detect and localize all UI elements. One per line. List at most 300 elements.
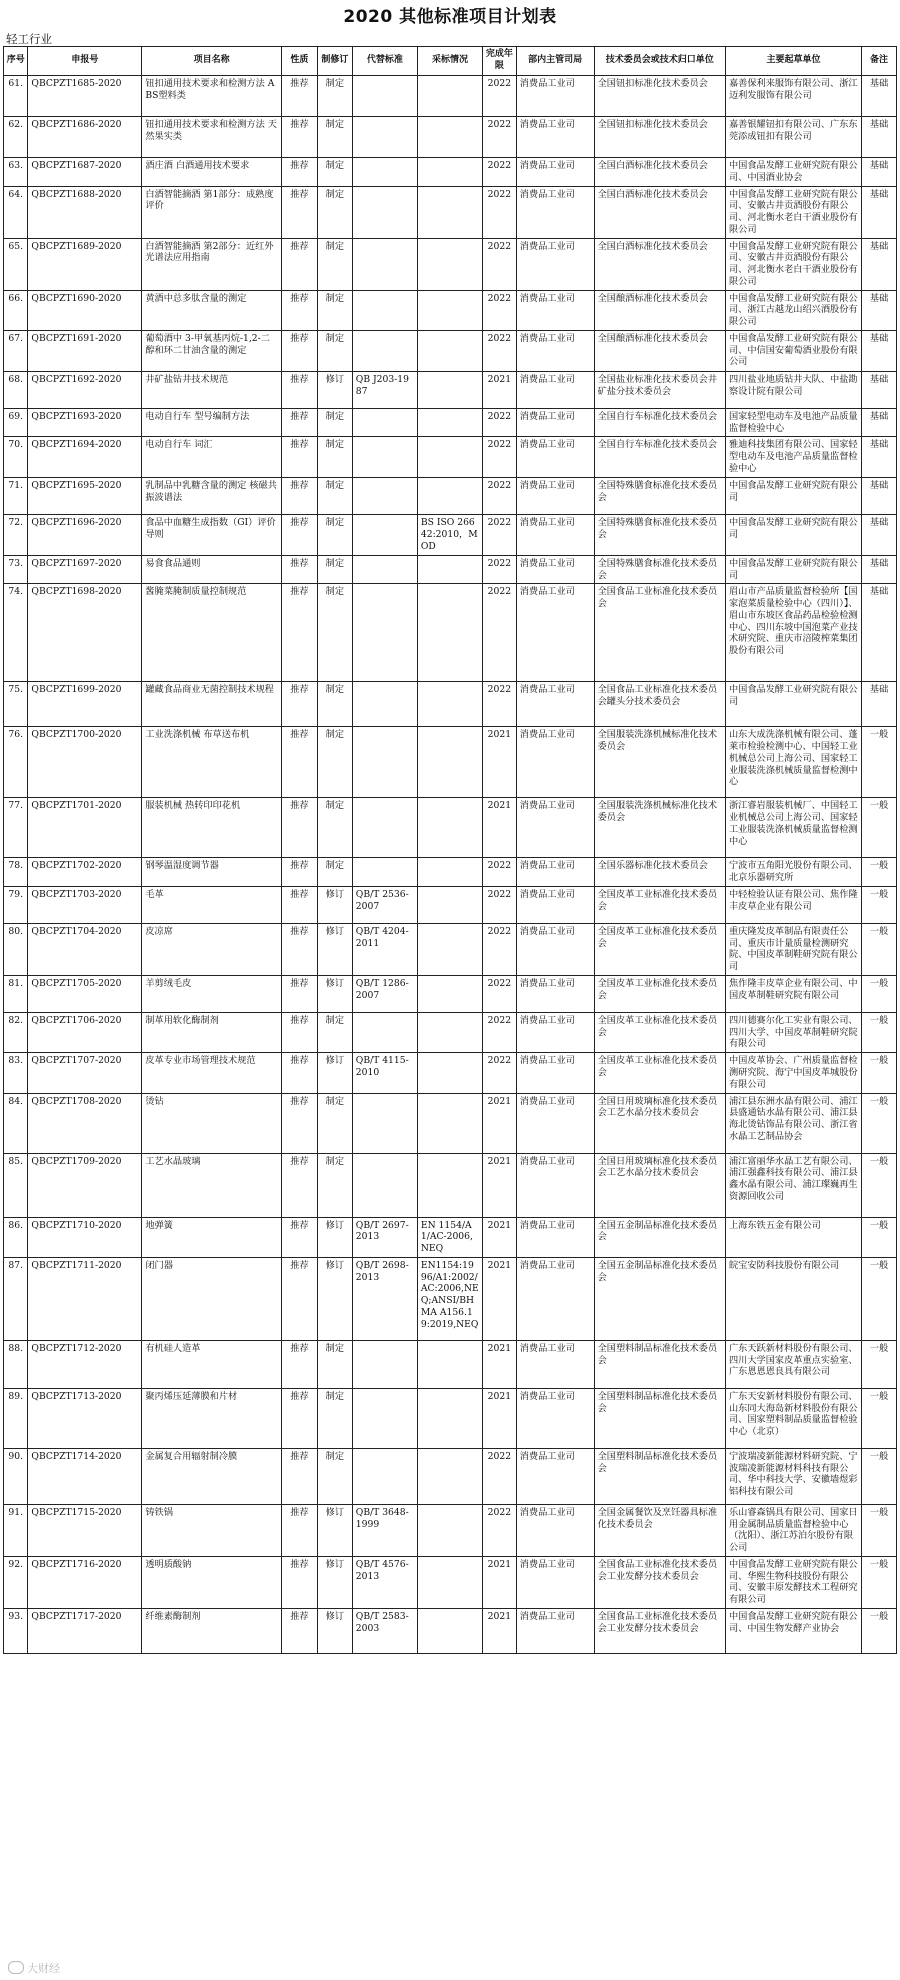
cell-application-no: QBCPZT1688-2020 bbox=[28, 186, 142, 238]
cell-completion-year: 2021 bbox=[483, 798, 517, 858]
cell-project-name: 白酒智能摘酒 第2部分：近红外光谱法应用指南 bbox=[142, 238, 282, 290]
cell-completion-year: 2022 bbox=[483, 1012, 517, 1052]
cell-adoption bbox=[417, 408, 482, 437]
cell-drafting-units: 嘉善保利来服饰有限公司、浙江迈利发服饰有限公司 bbox=[726, 76, 862, 117]
cell-department: 消费品工业司 bbox=[516, 1388, 594, 1448]
cell-replaced-standard bbox=[352, 437, 417, 478]
cell-application-no: QBCPZT1685-2020 bbox=[28, 76, 142, 117]
watermark bbox=[8, 1960, 60, 1976]
cell-project-name: 酒庄酒 白酒通用技术要求 bbox=[142, 158, 282, 187]
cell-remark: 一般 bbox=[862, 1153, 897, 1217]
cell-project-name: 烫钻 bbox=[142, 1093, 282, 1153]
cell-department: 消费品工业司 bbox=[516, 478, 594, 515]
cell-department: 消费品工业司 bbox=[516, 158, 594, 187]
cell-replaced-standard bbox=[352, 1388, 417, 1448]
cell-adoption bbox=[417, 1012, 482, 1052]
cell-completion-year: 2022 bbox=[483, 1053, 517, 1093]
cell-technical-committee: 全国酿酒标准化技术委员会 bbox=[594, 330, 725, 371]
cell-adoption bbox=[417, 1093, 482, 1153]
cell-nature: 推荐 bbox=[281, 330, 317, 371]
cell-nature: 推荐 bbox=[281, 408, 317, 437]
cell-index: 85. bbox=[4, 1153, 28, 1217]
cell-department: 消费品工业司 bbox=[516, 437, 594, 478]
cell-index: 80. bbox=[4, 923, 28, 975]
cell-completion-year: 2021 bbox=[483, 1608, 517, 1653]
cell-technical-committee: 全国食品工业标准化技术委员会罐头分技术委员会 bbox=[594, 682, 725, 727]
cell-revision-type: 制定 bbox=[317, 555, 352, 584]
cell-project-name: 电动自行车 词汇 bbox=[142, 437, 282, 478]
cell-index: 74. bbox=[4, 584, 28, 682]
cell-nature: 推荐 bbox=[281, 1448, 317, 1504]
cell-drafting-units: 中国食品发酵工业研究院有限公司、安徽古井贡酒股份有限公司、河北衡水老白干酒业股份有限公司 bbox=[726, 186, 862, 238]
cell-technical-committee: 全国日用玻璃标准化技术委员会工艺水晶分技术委员会 bbox=[594, 1153, 725, 1217]
cell-remark: 一般 bbox=[862, 1012, 897, 1052]
cell-remark: 一般 bbox=[862, 727, 897, 798]
cell-technical-committee: 全国钮扣标准化技术委员会 bbox=[594, 117, 725, 158]
cell-adoption bbox=[417, 975, 482, 1012]
cell-completion-year: 2022 bbox=[483, 1448, 517, 1504]
cell-department: 消费品工业司 bbox=[516, 975, 594, 1012]
cell-project-name: 羊剪绒毛皮 bbox=[142, 975, 282, 1012]
cell-adoption bbox=[417, 858, 482, 887]
cell-revision-type: 修订 bbox=[317, 1608, 352, 1653]
cell-project-name: 井矿盐钻井技术规范 bbox=[142, 371, 282, 408]
cell-application-no: QBCPZT1706-2020 bbox=[28, 1012, 142, 1052]
cell-remark: 基础 bbox=[862, 117, 897, 158]
cell-technical-committee: 全国白酒标准化技术委员会 bbox=[594, 238, 725, 290]
cell-adoption bbox=[417, 371, 482, 408]
cell-revision-type: 制定 bbox=[317, 584, 352, 682]
cell-application-no: QBCPZT1708-2020 bbox=[28, 1093, 142, 1153]
cell-technical-committee: 全国特殊膳食标准化技术委员会 bbox=[594, 515, 725, 555]
cell-remark: 基础 bbox=[862, 515, 897, 555]
cell-revision-type: 制定 bbox=[317, 798, 352, 858]
cell-drafting-units: 皖宝安防科技股份有限公司 bbox=[726, 1257, 862, 1340]
table-row bbox=[4, 437, 897, 478]
cell-drafting-units: 中国食品发酵工业研究院有限公司 bbox=[726, 478, 862, 515]
cell-drafting-units: 雅迪科技集团有限公司、国家轻型电动车及电池产品质量监督检验中心 bbox=[726, 437, 862, 478]
cell-completion-year: 2022 bbox=[483, 437, 517, 478]
cell-completion-year: 2022 bbox=[483, 555, 517, 584]
cell-replaced-standard: QB/T 2697-2013 bbox=[352, 1217, 417, 1257]
cell-technical-committee: 全国皮革工业标准化技术委员会 bbox=[594, 1053, 725, 1093]
cell-replaced-standard bbox=[352, 1340, 417, 1388]
cell-revision-type: 制定 bbox=[317, 1012, 352, 1052]
cell-department: 消费品工业司 bbox=[516, 1217, 594, 1257]
table-row bbox=[4, 158, 897, 187]
cell-replaced-standard bbox=[352, 682, 417, 727]
col-header-application-no: 申报号 bbox=[28, 47, 142, 76]
cell-index: 82. bbox=[4, 1012, 28, 1052]
cell-technical-committee: 全国特殊膳食标准化技术委员会 bbox=[594, 555, 725, 584]
cell-application-no: QBCPZT1692-2020 bbox=[28, 371, 142, 408]
cell-revision-type: 制定 bbox=[317, 238, 352, 290]
cell-index: 71. bbox=[4, 478, 28, 515]
cell-replaced-standard bbox=[352, 555, 417, 584]
cell-department: 消费品工业司 bbox=[516, 1556, 594, 1608]
cell-project-name: 有机硅人造革 bbox=[142, 1340, 282, 1388]
cell-revision-type: 制定 bbox=[317, 1388, 352, 1448]
cell-department: 消费品工业司 bbox=[516, 290, 594, 330]
cell-revision-type: 修订 bbox=[317, 923, 352, 975]
cell-index: 73. bbox=[4, 555, 28, 584]
cell-drafting-units: 中国食品发酵工业研究院有限公司 bbox=[726, 555, 862, 584]
col-header-drafting-units: 主要起草单位 bbox=[726, 47, 862, 76]
cell-drafting-units: 广东天跃新材料股份有限公司、四川大学国家皮革重点实验室、广东恩恩恩良具有限公司 bbox=[726, 1340, 862, 1388]
cell-project-name: 毛革 bbox=[142, 886, 282, 923]
cell-drafting-units: 四川德赛尔化工实业有限公司、四川大学、中国皮革制鞋研究院有限公司 bbox=[726, 1012, 862, 1052]
cell-remark: 一般 bbox=[862, 798, 897, 858]
cell-technical-committee: 全国服装洗涤机械标准化技术委员会 bbox=[594, 798, 725, 858]
cell-technical-committee: 全国五金制品标准化技术委员会 bbox=[594, 1217, 725, 1257]
cell-technical-committee: 全国塑料制品标准化技术委员会 bbox=[594, 1448, 725, 1504]
cell-drafting-units: 中国食品发酵工业研究院有限公司 bbox=[726, 515, 862, 555]
cell-replaced-standard: QB/T 2698-2013 bbox=[352, 1257, 417, 1340]
cell-technical-committee: 全国食品工业标准化技术委员会 bbox=[594, 584, 725, 682]
section-label: 轻工行业 bbox=[6, 32, 52, 46]
cell-completion-year: 2022 bbox=[483, 290, 517, 330]
cell-drafting-units: 中轻检验认证有限公司、焦作隆丰皮草企业有限公司 bbox=[726, 886, 862, 923]
cell-department: 消费品工业司 bbox=[516, 371, 594, 408]
cell-nature: 推荐 bbox=[281, 238, 317, 290]
cell-revision-type: 制定 bbox=[317, 76, 352, 117]
cell-completion-year: 2021 bbox=[483, 1340, 517, 1388]
cell-adoption bbox=[417, 117, 482, 158]
cell-department: 消费品工业司 bbox=[516, 1012, 594, 1052]
cell-application-no: QBCPZT1699-2020 bbox=[28, 682, 142, 727]
cell-remark: 一般 bbox=[862, 1608, 897, 1653]
cell-application-no: QBCPZT1704-2020 bbox=[28, 923, 142, 975]
cell-replaced-standard bbox=[352, 478, 417, 515]
cell-project-name: 黄酒中总多肽含量的测定 bbox=[142, 290, 282, 330]
cell-application-no: QBCPZT1710-2020 bbox=[28, 1217, 142, 1257]
cell-replaced-standard: QB/T 4576-2013 bbox=[352, 1556, 417, 1608]
cell-technical-committee: 全国自行车标准化技术委员会 bbox=[594, 437, 725, 478]
cell-completion-year: 2022 bbox=[483, 158, 517, 187]
cell-project-name: 钮扣通用技术要求和检测方法 天然果实类 bbox=[142, 117, 282, 158]
cell-completion-year: 2022 bbox=[483, 117, 517, 158]
cell-revision-type: 修订 bbox=[317, 1217, 352, 1257]
cell-technical-committee: 全国白酒标准化技术委员会 bbox=[594, 186, 725, 238]
cell-remark: 基础 bbox=[862, 290, 897, 330]
cell-index: 89. bbox=[4, 1388, 28, 1448]
cell-technical-committee: 全国皮革工业标准化技术委员会 bbox=[594, 923, 725, 975]
cell-remark: 一般 bbox=[862, 1556, 897, 1608]
cell-remark: 一般 bbox=[862, 1340, 897, 1388]
cell-application-no: QBCPZT1711-2020 bbox=[28, 1257, 142, 1340]
cell-application-no: QBCPZT1691-2020 bbox=[28, 330, 142, 371]
cell-project-name: 皮革专业市场管理技术规范 bbox=[142, 1053, 282, 1093]
cell-remark: 一般 bbox=[862, 1257, 897, 1340]
cell-remark: 基础 bbox=[862, 584, 897, 682]
table-row bbox=[4, 1217, 897, 1257]
cell-completion-year: 2021 bbox=[483, 1093, 517, 1153]
cell-project-name: 电动自行车 型号编制方法 bbox=[142, 408, 282, 437]
cell-application-no: QBCPZT1696-2020 bbox=[28, 515, 142, 555]
cell-department: 消费品工业司 bbox=[516, 1504, 594, 1556]
cell-technical-committee: 全国皮革工业标准化技术委员会 bbox=[594, 886, 725, 923]
cell-index: 77. bbox=[4, 798, 28, 858]
cell-technical-committee: 全国服装洗涤机械标准化技术委员会 bbox=[594, 727, 725, 798]
cell-replaced-standard bbox=[352, 117, 417, 158]
cell-replaced-standard: QB/T 1286-2007 bbox=[352, 975, 417, 1012]
cell-completion-year: 2022 bbox=[483, 858, 517, 887]
cell-drafting-units: 浦江富丽华水晶工艺有限公司、浦江强鑫科技有限公司、浦江县鑫水晶有限公司、浦江璨巍再生资源回收公司 bbox=[726, 1153, 862, 1217]
cell-index: 92. bbox=[4, 1556, 28, 1608]
cell-adoption bbox=[417, 1053, 482, 1093]
cell-replaced-standard: QB J203-1987 bbox=[352, 371, 417, 408]
cell-department: 消费品工业司 bbox=[516, 408, 594, 437]
cell-nature: 推荐 bbox=[281, 117, 317, 158]
col-header-replaced-standard: 代替标准 bbox=[352, 47, 417, 76]
cell-replaced-standard bbox=[352, 76, 417, 117]
cell-technical-committee: 全国五金制品标准化技术委员会 bbox=[594, 1257, 725, 1340]
col-header-index: 序号 bbox=[4, 47, 28, 76]
cell-revision-type: 修订 bbox=[317, 1556, 352, 1608]
cell-drafting-units: 中国食品发酵工业研究院有限公司、中国酒业协会 bbox=[726, 158, 862, 187]
cell-remark: 一般 bbox=[862, 1504, 897, 1556]
cell-drafting-units: 上海东铁五金有限公司 bbox=[726, 1217, 862, 1257]
cell-adoption bbox=[417, 238, 482, 290]
cell-remark: 一般 bbox=[862, 975, 897, 1012]
cell-index: 83. bbox=[4, 1053, 28, 1093]
col-header-project-name: 项目名称 bbox=[142, 47, 282, 76]
watermark-logo-icon bbox=[8, 1961, 24, 1974]
cell-application-no: QBCPZT1693-2020 bbox=[28, 408, 142, 437]
cell-department: 消费品工业司 bbox=[516, 886, 594, 923]
cell-index: 68. bbox=[4, 371, 28, 408]
cell-department: 消费品工业司 bbox=[516, 1340, 594, 1388]
cell-replaced-standard bbox=[352, 330, 417, 371]
cell-remark: 一般 bbox=[862, 1388, 897, 1448]
cell-drafting-units: 国家轻型电动车及电池产品质量监督检验中心 bbox=[726, 408, 862, 437]
cell-completion-year: 2022 bbox=[483, 1504, 517, 1556]
cell-revision-type: 制定 bbox=[317, 478, 352, 515]
cell-application-no: QBCPZT1701-2020 bbox=[28, 798, 142, 858]
cell-adoption bbox=[417, 1504, 482, 1556]
cell-replaced-standard bbox=[352, 584, 417, 682]
cell-index: 67. bbox=[4, 330, 28, 371]
cell-application-no: QBCPZT1697-2020 bbox=[28, 555, 142, 584]
cell-drafting-units: 宁波瑞凌新能源材料研究院、宁波瑞凌新能源材料科技有限公司、华中科技大学、安徽墙煜彩铝科技有限公司 bbox=[726, 1448, 862, 1504]
cell-application-no: QBCPZT1702-2020 bbox=[28, 858, 142, 887]
cell-project-name: 纤维素酶制剂 bbox=[142, 1608, 282, 1653]
col-header-remark: 备注 bbox=[862, 47, 897, 76]
cell-department: 消费品工业司 bbox=[516, 584, 594, 682]
cell-department: 消费品工业司 bbox=[516, 330, 594, 371]
cell-technical-committee: 全国金属餐饮及烹饪器具标准化技术委员会 bbox=[594, 1504, 725, 1556]
cell-drafting-units: 嘉善银耀钮扣有限公司、广东东莞添成钮扣有限公司 bbox=[726, 117, 862, 158]
cell-index: 70. bbox=[4, 437, 28, 478]
cell-nature: 推荐 bbox=[281, 858, 317, 887]
table-row bbox=[4, 1556, 897, 1608]
cell-project-name: 透明质酸钠 bbox=[142, 1556, 282, 1608]
cell-nature: 推荐 bbox=[281, 1153, 317, 1217]
cell-index: 63. bbox=[4, 158, 28, 187]
cell-revision-type: 制定 bbox=[317, 437, 352, 478]
cell-replaced-standard bbox=[352, 1153, 417, 1217]
cell-nature: 推荐 bbox=[281, 555, 317, 584]
cell-technical-committee: 全国食品工业标准化技术委员会工业发酵分技术委员会 bbox=[594, 1556, 725, 1608]
cell-remark: 一般 bbox=[862, 886, 897, 923]
table-row bbox=[4, 886, 897, 923]
cell-drafting-units: 浦江县东洲水晶有限公司、浦江县盛通钻水晶有限公司、浦江县海北烫钻饰品有限公司、浙江省水晶工艺制品协会 bbox=[726, 1093, 862, 1153]
cell-application-no: QBCPZT1689-2020 bbox=[28, 238, 142, 290]
cell-department: 消费品工业司 bbox=[516, 1608, 594, 1653]
table-row bbox=[4, 1257, 897, 1340]
cell-completion-year: 2022 bbox=[483, 478, 517, 515]
cell-completion-year: 2021 bbox=[483, 371, 517, 408]
cell-department: 消费品工业司 bbox=[516, 1053, 594, 1093]
cell-completion-year: 2022 bbox=[483, 330, 517, 371]
table-row bbox=[4, 975, 897, 1012]
cell-replaced-standard bbox=[352, 238, 417, 290]
cell-nature: 推荐 bbox=[281, 515, 317, 555]
table-row bbox=[4, 798, 897, 858]
cell-application-no: QBCPZT1709-2020 bbox=[28, 1153, 142, 1217]
cell-completion-year: 2021 bbox=[483, 1257, 517, 1340]
cell-index: 66. bbox=[4, 290, 28, 330]
cell-drafting-units: 山东大成洗涤机械有限公司、蓬莱市检验检测中心、中国轻工业机械总公司上海公司、国家轻工业服装洗涤机械质量监督检测中心 bbox=[726, 727, 862, 798]
cell-completion-year: 2022 bbox=[483, 76, 517, 117]
cell-completion-year: 2022 bbox=[483, 584, 517, 682]
table-row bbox=[4, 117, 897, 158]
cell-drafting-units: 重庆隆发皮革制品有限责任公司、重庆市计量质量检测研究院、中国皮革制鞋研究院有限公司 bbox=[726, 923, 862, 975]
cell-revision-type: 修订 bbox=[317, 1257, 352, 1340]
cell-application-no: QBCPZT1716-2020 bbox=[28, 1556, 142, 1608]
cell-index: 62. bbox=[4, 117, 28, 158]
table-row bbox=[4, 923, 897, 975]
cell-project-name: 钢琴温湿度调节器 bbox=[142, 858, 282, 887]
cell-replaced-standard bbox=[352, 290, 417, 330]
cell-revision-type: 修订 bbox=[317, 975, 352, 1012]
cell-application-no: QBCPZT1695-2020 bbox=[28, 478, 142, 515]
cell-replaced-standard: QB/T 2536-2007 bbox=[352, 886, 417, 923]
cell-index: 87. bbox=[4, 1257, 28, 1340]
table-row bbox=[4, 408, 897, 437]
cell-technical-committee: 全国日用玻璃标准化技术委员会工艺水晶分技术委员会 bbox=[594, 1093, 725, 1153]
cell-completion-year: 2021 bbox=[483, 1217, 517, 1257]
cell-drafting-units: 中国食品发酵工业研究院有限公司、中信国安葡萄酒业股份有限公司 bbox=[726, 330, 862, 371]
cell-revision-type: 制定 bbox=[317, 330, 352, 371]
table-row bbox=[4, 515, 897, 555]
cell-department: 消费品工业司 bbox=[516, 1153, 594, 1217]
cell-adoption bbox=[417, 798, 482, 858]
cell-project-name: 钮扣通用技术要求和检测方法 ABS塑料类 bbox=[142, 76, 282, 117]
cell-adoption: EN1154:1996/A1:2002/AC:2006,NEQ;ANSI/BHMA A156.19:2019,NEQ bbox=[417, 1257, 482, 1340]
cell-project-name: 铸铁锅 bbox=[142, 1504, 282, 1556]
cell-drafting-units: 中国食品发酵工业研究院有限公司、中国生物发酵产业协会 bbox=[726, 1608, 862, 1653]
cell-revision-type: 修订 bbox=[317, 1053, 352, 1093]
cell-index: 81. bbox=[4, 975, 28, 1012]
cell-revision-type: 制定 bbox=[317, 515, 352, 555]
cell-technical-committee: 全国钮扣标准化技术委员会 bbox=[594, 76, 725, 117]
cell-adoption bbox=[417, 1388, 482, 1448]
cell-drafting-units: 中国食品发酵工业研究院有限公司、安徽古井贡酒股份有限公司、河北衡水老白干酒业股份有限公司 bbox=[726, 238, 862, 290]
cell-adoption bbox=[417, 682, 482, 727]
cell-nature: 推荐 bbox=[281, 1388, 317, 1448]
cell-technical-committee: 全国乐器标准化技术委员会 bbox=[594, 858, 725, 887]
cell-completion-year: 2022 bbox=[483, 238, 517, 290]
cell-nature: 推荐 bbox=[281, 1556, 317, 1608]
cell-replaced-standard bbox=[352, 858, 417, 887]
table-row bbox=[4, 238, 897, 290]
cell-index: 72. bbox=[4, 515, 28, 555]
table-row bbox=[4, 76, 897, 117]
table-row bbox=[4, 682, 897, 727]
cell-drafting-units: 宁波市五角阳光股份有限公司、北京乐器研究所 bbox=[726, 858, 862, 887]
cell-completion-year: 2022 bbox=[483, 408, 517, 437]
cell-technical-committee: 全国酿酒标准化技术委员会 bbox=[594, 290, 725, 330]
cell-index: 88. bbox=[4, 1340, 28, 1388]
cell-nature: 推荐 bbox=[281, 186, 317, 238]
cell-revision-type: 制定 bbox=[317, 158, 352, 187]
cell-adoption bbox=[417, 158, 482, 187]
cell-replaced-standard bbox=[352, 158, 417, 187]
cell-department: 消费品工业司 bbox=[516, 76, 594, 117]
table-row bbox=[4, 478, 897, 515]
cell-adoption bbox=[417, 330, 482, 371]
cell-remark: 基础 bbox=[862, 555, 897, 584]
cell-index: 93. bbox=[4, 1608, 28, 1653]
cell-completion-year: 2022 bbox=[483, 186, 517, 238]
cell-department: 消费品工业司 bbox=[516, 555, 594, 584]
cell-nature: 推荐 bbox=[281, 584, 317, 682]
cell-revision-type: 修订 bbox=[317, 886, 352, 923]
cell-department: 消费品工业司 bbox=[516, 798, 594, 858]
cell-revision-type: 制定 bbox=[317, 290, 352, 330]
cell-department: 消费品工业司 bbox=[516, 1093, 594, 1153]
cell-remark: 一般 bbox=[862, 858, 897, 887]
col-header-adoption: 采标情况 bbox=[417, 47, 482, 76]
table-row bbox=[4, 1448, 897, 1504]
cell-revision-type: 修订 bbox=[317, 371, 352, 408]
cell-index: 65. bbox=[4, 238, 28, 290]
cell-drafting-units: 中国食品发酵工业研究院有限公司、华熙生物科技股份有限公司、安徽丰原发酵技术工程研究有限公司 bbox=[726, 1556, 862, 1608]
cell-adoption bbox=[417, 76, 482, 117]
cell-index: 86. bbox=[4, 1217, 28, 1257]
cell-replaced-standard bbox=[352, 186, 417, 238]
cell-remark: 基础 bbox=[862, 408, 897, 437]
cell-adoption: EN 1154/A1/AC-2006,NEQ bbox=[417, 1217, 482, 1257]
col-header-revision-type: 制修订 bbox=[317, 47, 352, 76]
table-row bbox=[4, 1340, 897, 1388]
table-row bbox=[4, 584, 897, 682]
cell-drafting-units: 眉山市产品质量监督检验所【国家泡菜质量检验中心（四川）】、眉山市东坡区食品药品检验检测中心、四川东坡中国泡菜产业技术研究院、重庆市涪陵榨菜集团股份有限公司 bbox=[726, 584, 862, 682]
cell-drafting-units: 中国食品发酵工业研究院有限公司、浙江古越龙山绍兴酒股份有限公司 bbox=[726, 290, 862, 330]
cell-project-name: 工艺水晶玻璃 bbox=[142, 1153, 282, 1217]
cell-nature: 推荐 bbox=[281, 682, 317, 727]
cell-project-name: 易食食品通则 bbox=[142, 555, 282, 584]
cell-application-no: QBCPZT1712-2020 bbox=[28, 1340, 142, 1388]
cell-drafting-units: 中国食品发酵工业研究院有限公司 bbox=[726, 682, 862, 727]
cell-application-no: QBCPZT1698-2020 bbox=[28, 584, 142, 682]
table-row bbox=[4, 186, 897, 238]
cell-application-no: QBCPZT1717-2020 bbox=[28, 1608, 142, 1653]
cell-completion-year: 2021 bbox=[483, 1153, 517, 1217]
cell-technical-committee: 全国塑料制品标准化技术委员会 bbox=[594, 1388, 725, 1448]
cell-project-name: 服装机械 热转印印花机 bbox=[142, 798, 282, 858]
cell-department: 消费品工业司 bbox=[516, 515, 594, 555]
cell-revision-type: 制定 bbox=[317, 727, 352, 798]
cell-replaced-standard bbox=[352, 408, 417, 437]
cell-revision-type: 制定 bbox=[317, 186, 352, 238]
cell-remark: 基础 bbox=[862, 478, 897, 515]
cell-index: 78. bbox=[4, 858, 28, 887]
cell-drafting-units: 乐山睿森锅具有限公司、国家日用金属制品质量监督检验中心（沈阳）、浙江苏泊尔股份有限公司 bbox=[726, 1504, 862, 1556]
cell-remark: 基础 bbox=[862, 682, 897, 727]
cell-index: 84. bbox=[4, 1093, 28, 1153]
